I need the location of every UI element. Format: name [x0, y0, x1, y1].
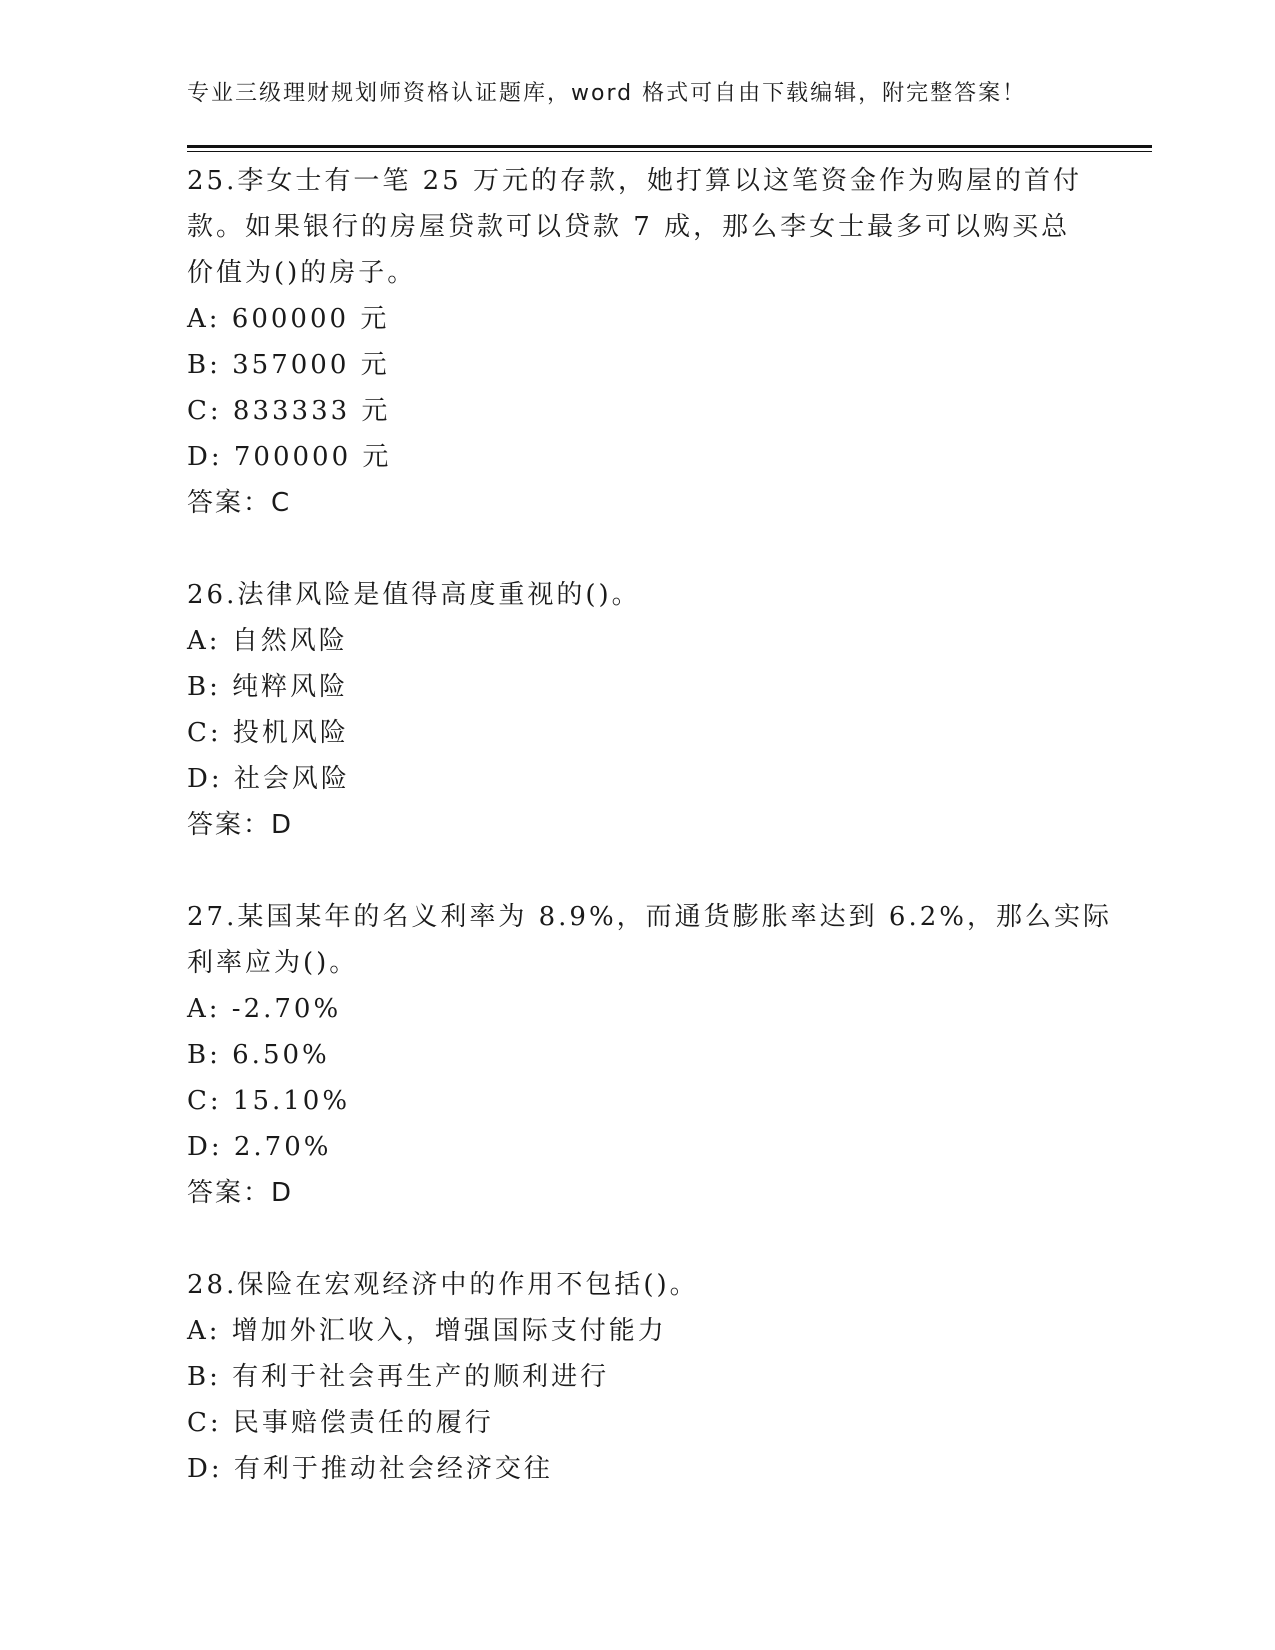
- option-c: C: 投机风险: [187, 718, 349, 748]
- option-d: D: 有利于推动社会经济交往: [187, 1454, 553, 1484]
- option-a: A: 600000 元: [187, 304, 390, 334]
- option-d: D: 社会风险: [187, 764, 350, 794]
- option-c: C: 民事赔偿责任的履行: [187, 1408, 494, 1438]
- question-text-line: 27.某国某年的名义利率为 8.9%，而通货膨胀率达到 6.2%，那么实际: [187, 902, 1112, 932]
- option-a: A: 增加外汇收入，增强国际支付能力: [187, 1316, 667, 1346]
- option-c: C: 833333 元: [187, 396, 391, 426]
- option-b: B: 357000 元: [187, 350, 390, 380]
- option-a: A: 自然风险: [187, 626, 348, 656]
- option-b: B: 有利于社会再生产的顺利进行: [187, 1362, 610, 1392]
- option-b: B: 纯粹风险: [187, 672, 349, 702]
- question-25: [187, 158, 1082, 526]
- question-text-line: 利率应为()。: [187, 948, 359, 978]
- question-list: [187, 158, 1112, 1538]
- question-text-line: 款。如果银行的房屋贷款可以贷款 7 成，那么李女士最多可以购买总: [187, 212, 1071, 242]
- option-d: D: 700000 元: [187, 442, 392, 472]
- header-rule-thin: [187, 151, 1152, 152]
- question-26: [187, 572, 1067, 848]
- answer: 答案：D: [187, 810, 294, 840]
- answer: 答案：C: [187, 488, 292, 518]
- option-d: D: 2.70%: [187, 1132, 332, 1162]
- question-text-line: 25.李女士有一笔 25 万元的存款，她打算以这笔资金作为购屋的首付: [187, 166, 1082, 196]
- option-c: C: 15.10%: [187, 1086, 351, 1116]
- question-text-line: 26.法律风险是值得高度重视的()。: [187, 580, 641, 610]
- header-rule-thick: [187, 145, 1152, 148]
- question-text-line: 28.保险在宏观经济中的作用不包括()。: [187, 1270, 699, 1300]
- question-27: [187, 894, 1112, 1216]
- option-a: A: -2.70%: [187, 994, 342, 1024]
- question-text-line: 价值为()的房子。: [187, 258, 417, 288]
- option-b: B: 6.50%: [187, 1040, 330, 1070]
- page-header: 专业三级理财规划师资格认证题库，word 格式可自由下载编辑，附完整答案！: [187, 81, 1027, 106]
- answer: 答案：D: [187, 1178, 294, 1208]
- question-28: [187, 1262, 1067, 1492]
